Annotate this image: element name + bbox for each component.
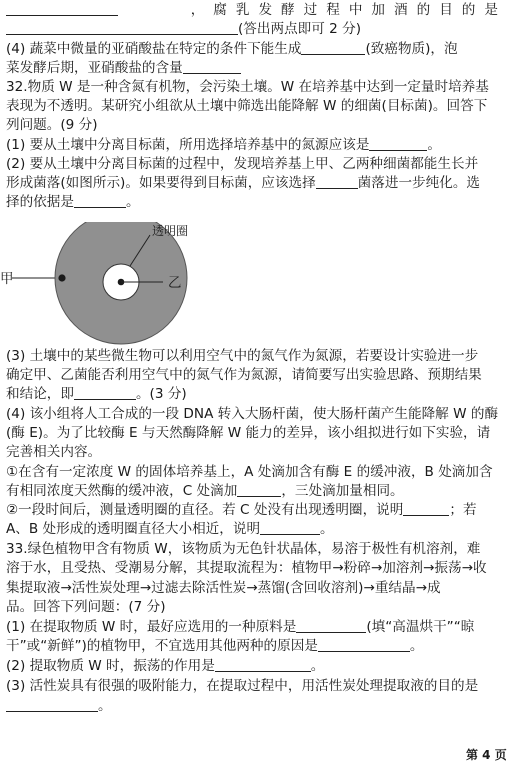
line-19-text-b: ，三处滴加量相同。 xyxy=(281,483,404,499)
line-22: 33.绿色植物甲含有物质 W，该物质为无色针状晶体，易溶于极性有机溶剂，难 xyxy=(6,541,481,557)
answer-blank xyxy=(215,657,311,672)
line-13: 确定甲、乙菌能否利用空气中的氮气作为氮源，请简要写出实验思路、预期结果 xyxy=(6,367,482,383)
line-5: 32.物质 W 是一种含氮有机物，会污染土壤。W 在培养基中达到一定量时培养基 xyxy=(6,79,489,95)
line-26 xyxy=(6,618,474,636)
answer-blank xyxy=(6,20,238,35)
label-touming: 透明圈 xyxy=(152,224,189,238)
answer-blank xyxy=(403,501,449,516)
line-2 xyxy=(6,20,361,38)
line-29: (3) 活性炭具有很强的吸附能力，在提取过程中，用活性炭处理提取液的目的是 xyxy=(6,678,479,694)
line-8-text: (1) 要从土壤中分离目标菌，所用选择培养基中的氮源应该是 xyxy=(6,137,370,153)
answer-blank xyxy=(6,1,118,16)
label-yi: 乙 xyxy=(168,275,182,291)
line-15: (4) 该小组将人工合成的一段 DNA 转入大肠杆菌，使大肠杆菌产生能降解 W 的酶 xyxy=(6,406,499,422)
answer-blank xyxy=(183,59,241,74)
line-11: 择的依据是 。 xyxy=(6,194,140,210)
line-27: 干”或“新鲜”)的植物甲，不宜选用其他两种的原因是 。 xyxy=(6,638,424,654)
line-12: (3) 土壤中的某些微生物可以利用空气中的氮气作为氮源，若要设计实验进一步 xyxy=(6,348,479,364)
line-21: A、B 处形成的透明圈直径大小相近，说明 。 xyxy=(6,521,334,537)
line-1 xyxy=(6,1,507,19)
line-25: 品。回答下列问题：(7 分) xyxy=(6,599,166,615)
answer-blank xyxy=(316,174,358,189)
answer-blank xyxy=(369,136,427,151)
line-14-text-b: 。(3 分) xyxy=(135,386,187,402)
line-16: (酶 E)。为了比较酶 E 与天然酶降解 W 能力的差异，该小组拟进行如下实验，请 xyxy=(6,425,491,441)
line-23: 溶于水，且受热、受潮易分解，其提取流程为：植物甲→粉碎→加溶剂→振荡→收 xyxy=(6,560,487,576)
line-10-text-b: 菌落进一步纯化。选 xyxy=(357,175,481,191)
line-10 xyxy=(6,174,480,192)
answer-blank xyxy=(260,520,320,535)
line-14-text-a: 和结论，即 xyxy=(6,386,74,402)
line-21-text: A、B 处形成的透明圈直径大小相近，说明 xyxy=(6,521,261,537)
line-1-text: ，腐乳发酵过程中加酒的目的是 xyxy=(190,2,507,18)
page-number: 第 4 页 xyxy=(466,748,507,762)
line-9: (2) 要从土壤中分离目标菌的过程中，发现培养基上甲、乙两种细菌都能生长并 xyxy=(6,156,479,172)
line-30: 。 xyxy=(6,697,112,715)
answer-blank xyxy=(237,482,281,497)
label-jia: 甲 xyxy=(0,271,14,287)
line-17: 完善相关内容。 xyxy=(6,444,102,460)
colony-jia xyxy=(58,274,65,281)
line-8: (1) 要从土壤中分离目标菌，所用选择培养基中的氮源应该是 。 xyxy=(6,137,442,153)
line-4 xyxy=(6,59,241,77)
line-14 xyxy=(6,385,187,403)
line-28-text: (2) 提取物质 W 时，振荡的作用是 xyxy=(6,658,215,674)
line-3-text-b: (致癌物质)，泡 xyxy=(365,41,458,57)
answer-blank xyxy=(318,637,410,652)
line-18: ①在含有一定浓度 W 的固体培养基上，A 处滴加含有酶 E 的缓冲液，B 处滴加含 xyxy=(6,464,493,480)
line-20 xyxy=(6,501,477,519)
line-3 xyxy=(6,40,458,58)
answer-blank xyxy=(301,40,365,55)
line-4-text: 菜发酵后期，亚硝酸盐的含量 xyxy=(6,60,183,76)
line-10-text-a: 形成菌落(如图所示)。如果要得到目标菌，应该选择 xyxy=(6,175,316,191)
line-7: 列问题。(9 分) xyxy=(6,117,98,133)
line-20-text-b: ；若 xyxy=(449,502,477,518)
line-27-text: 干”或“新鲜”)的植物甲，不宜选用其他两种的原因是 xyxy=(6,638,318,654)
line-26-text-a: (1) 在提取物质 W 时，最好应选用的一种原料是 xyxy=(6,619,297,635)
line-6: 表现为不透明。某研究小组欲从土壤中筛选出能降解 W 的细菌(目标菌)。回答下 xyxy=(6,98,488,114)
line-24: 集提取液→活性炭处理→过滤去除活性炭→蒸馏(含回收溶剂)→重结晶→成 xyxy=(6,580,441,596)
line-20-text-a: ②一段时间后，测量透明圈的直径。若 C 处没有出现透明圈，说明 xyxy=(6,502,404,518)
answer-blank xyxy=(296,618,366,633)
line-19 xyxy=(6,482,404,500)
line-2-text: (答出两点即可 2 分) xyxy=(238,21,362,37)
line-26-text-b: (填“高温烘干”“晾 xyxy=(366,619,475,635)
line-11-text: 择的依据是 xyxy=(6,194,74,210)
line-28: (2) 提取物质 W 时，振荡的作用是 。 xyxy=(6,658,325,674)
answer-blank xyxy=(74,193,126,208)
line-3-text-a: (4) 蔬菜中微量的亚硝酸盐在特定的条件下能生成 xyxy=(6,41,302,57)
answer-blank xyxy=(6,697,98,712)
petri-dish-figure xyxy=(0,222,260,347)
line-19-text-a: 有相同浓度天然酶的缓冲液，C 处滴加 xyxy=(6,483,238,499)
answer-blank xyxy=(74,385,136,400)
